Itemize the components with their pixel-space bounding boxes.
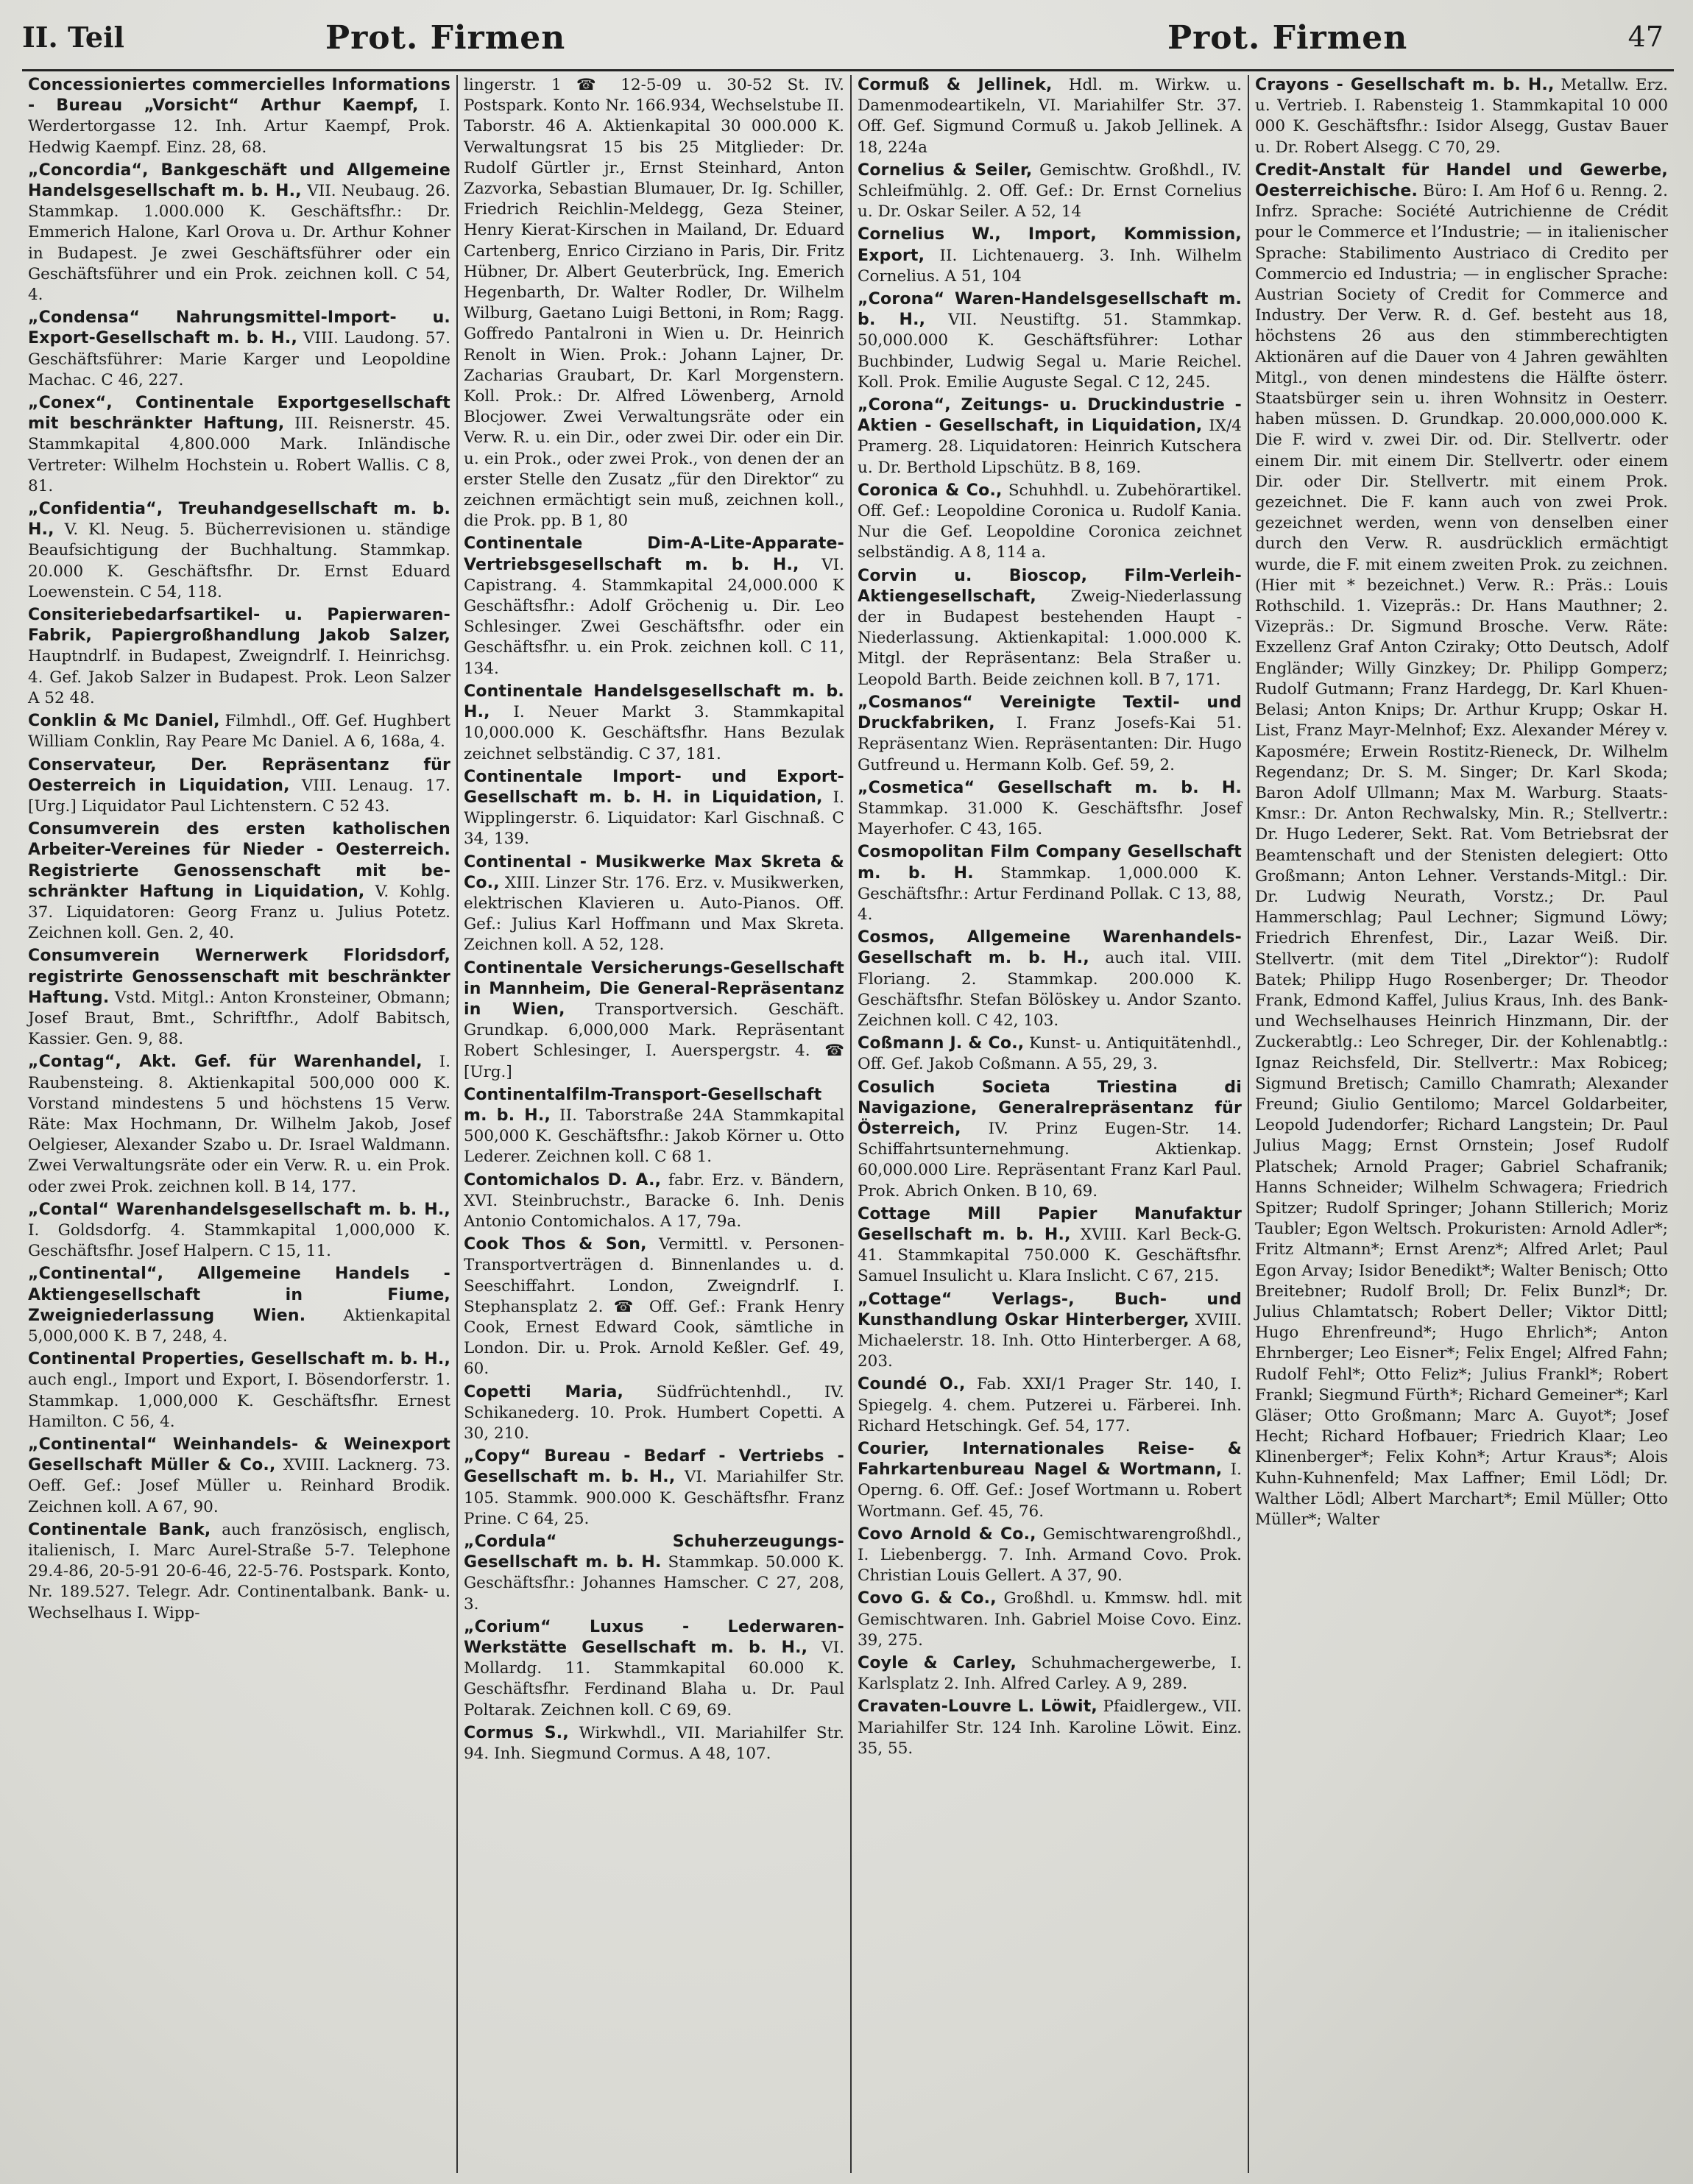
company-name: Cormus S.,	[464, 1723, 569, 1742]
entry-details: V. Kl. Neug. 5. Bücherrevisionen u. ständige Beaufsichtigung der Buchhaltung. Stammkap. 20.000 K. Geschäftsfhr. Dr. Ernst Eduard Loewenstein. C 54, 118.	[28, 520, 450, 601]
directory-entry	[858, 1653, 1242, 1694]
directory-entry	[858, 160, 1242, 223]
company-name: „Concordia“, Bankgeschäft und Allgemeine Handelsgesellschaft m. b. H.,	[28, 160, 450, 201]
company-name: Contomichalos D. A.,	[464, 1170, 662, 1190]
directory-entry	[858, 1524, 1242, 1587]
company-name: „Cosmanos“ Vereinigte Textil- und Druckfabriken,	[858, 693, 1242, 733]
entry-details: III. Reisnerstr. 45. Stammkapital 4,800.000 Mark. Inländische Vertreter: Wilhelm Hochstein u. Robert Wallis. C 8, 81.	[28, 414, 450, 495]
company-name: Courier, Internationales Reise- & Fahrkartenbureau Nagel & Wortmann,	[858, 1440, 1242, 1480]
entry-details: I. Wipplingerstr. 6. Liquidator: Karl Gischnaß. C 34, 139.	[464, 788, 844, 849]
company-name: Conklin & Mc Daniel,	[28, 712, 220, 731]
directory-entry	[28, 711, 450, 752]
directory-entry	[858, 927, 1242, 1031]
directory-entry	[858, 1697, 1242, 1759]
company-name: „Cosmetica“ Gesellschaft m. b. H.	[858, 778, 1242, 797]
entry-details: VI. Capistrang. 4. Stammkapital 24,000.000 K Geschäftsfhr.: Adolf Gröchenig u. Dir. Leo Schlesinger. Zwei Geschäftsfhr. oder ein Geschäftsfhr. u. ein Prok. zeichnen koll. C 11, 134.	[464, 555, 844, 678]
company-name: „Conex“, Continentale Exportgesellschaft mit beschränkter Haftung,	[28, 394, 450, 434]
entry-details: XVIII. Lacknerg. 73. Oeff. Gef.: Josef Müller u. Reinhard Brodik. Zeichnen koll. A 67, 90.	[28, 1456, 450, 1516]
company-name: Consiteriebedarfsartikel- u. Papierwaren-Fabrik, Papiergroßhandlung Jakob Salzer,	[28, 606, 450, 646]
directory-entry	[858, 1078, 1242, 1202]
directory-entry	[858, 289, 1242, 393]
company-name: „Cordula“ Schuherzeugungs-Gesellschaft m. b. H.	[464, 1533, 844, 1572]
directory-entry	[28, 819, 450, 944]
directory-entry	[464, 1234, 844, 1379]
company-name: Continentalfilm-Transport-Gesellschaft m. b. H.,	[464, 1085, 822, 1125]
directory-entry	[464, 1446, 844, 1530]
entry-details: Stammkap. 1,000.000 K. Geschäftsfhr.: Artur Ferdinand Pollak. C 13, 88, 4.	[858, 863, 1242, 924]
entry-details: I. Raubensteing. 8. Aktienkapital 500,000 000 K. Vorstand mindestens 5 und höchstens 15 Verw. Räte: Max Hochmann, Dr. Wilhelm Jakob, Josef Oelgieser, Alexander Szabo u. Dr. Israel Waldmann. Zwei Verwaltungsräte oder ein Verw. R. u. ein Prok. oder zwei Prok. zeichnen koll. B 14, 177.	[28, 1053, 450, 1196]
directory-entry	[858, 1290, 1242, 1373]
directory-entry	[464, 958, 844, 1083]
directory-entry	[464, 1723, 844, 1764]
entry-details: II. Lichtenauerg. 3. Inh. Wilhelm Cornelius. A 51, 104	[858, 246, 1242, 286]
part-label: II. Teil	[22, 21, 124, 54]
directory-entry	[464, 1617, 844, 1721]
company-name: Coundé O.,	[858, 1375, 966, 1394]
company-name: Coronica & Co.,	[858, 481, 1003, 500]
running-title-right: Prot. Firmen	[1167, 19, 1408, 57]
company-name: Credit-Anstalt für Handel und Gewerbe, Oesterreichische.	[1255, 160, 1668, 201]
entry-details: Gemischtw. Großhdl., IV. Schleifmühlg. 2. Off. Gef.: Dr. Ernst Cornelius u. Dr. Oskar Seiler. A 52, 14	[858, 160, 1243, 222]
entry-details: fabr. Erz. v. Bändern, XVI. Steinbruchstr., Baracke 6. Inh. Denis Antonio Contomichalos. A 17, 79a.	[464, 1170, 844, 1231]
company-name: „Corona“ Waren-Handelsgesellschaft m. b. H.,	[858, 290, 1242, 330]
entry-details: Schuhmachergewerbe, I. Karlsplatz 2. Inh. Alfred Carley. A 9, 289.	[858, 1654, 1242, 1694]
directory-entry	[464, 1532, 844, 1615]
directory-entry	[858, 481, 1242, 564]
entry-details: VI. Mariahilfer Str. 105. Stammk. 900.000 K. Geschäftsfhr. Franz Prine. C 64, 25.	[464, 1468, 845, 1528]
entry-details: I. Goldsdorfg. 4. Stammkapital 1,000,000 K. Geschäftsfhr. Josef Halpern. C 15, 11.	[28, 1220, 450, 1261]
entry-details: Hauptndrlf. in Budapest, Zweigndrlf. I. Heinrichsg. 4. Gef. Jakob Salzer in Budapest. Prok. Leon Salzer A 52 48.	[28, 647, 450, 707]
company-name: Consumverein Wernerwerk Floridsdorf, registrirte Genossenschaft mit beschränkter Haftung.	[28, 947, 450, 1007]
entry-details: IX/4 Pramerg. 28. Liquidatoren: Heinrich Kutschera u. Dr. Berthold Lipschütz. B 8, 169.	[858, 417, 1242, 477]
company-name: „Contal“ Warenhandelsgesellschaft m. b. H.,	[28, 1200, 450, 1219]
entry-details: Gemischtwarengroßhdl., I. Liebenbergg. 7. Inh. Armand Covo. Prok. Christian Louis Gellert. A 37, 90.	[858, 1524, 1242, 1586]
directory-entry	[28, 1435, 450, 1518]
directory-entry	[28, 1520, 450, 1624]
directory-entry	[28, 393, 450, 497]
entry-details: Metallw. Erz. u. Vertrieb. I. Rabensteig 1. Stammkapital 10 000 000 K. Geschäftsfhr.: Isidor Alsegg, Gustav Bauer u. Dr. Robert Alsegg. C 70, 29.	[1255, 76, 1668, 157]
entry-details: VII. Neubaug. 26. Stammkap. 1.000.000 K. Geschäftsfhr.: Dr. Emmerich Halone, Karl Orova u. Dr. Arthur Kohner in Budapest. Je zwei Geschäftsführer oder ein Geschäftsführer und ein Prok. zeichnen koll. C 54, 4.	[28, 182, 450, 305]
directory-entry	[858, 75, 1242, 158]
company-name: Cook Thos & Son,	[464, 1235, 647, 1254]
company-name: Continentale Bank,	[28, 1520, 211, 1539]
directory-entry	[464, 767, 844, 850]
entry-details: Transportversich. Geschäft. Grundkap. 6,000,000 Mark. Repräsentant Robert Schlesinger, I. Auerspergstr. 4. ☎ [Urg.]	[464, 1000, 844, 1081]
entry-details: I. Werdertorgasse 12. Inh. Artur Kaempf, Prok. Hedwig Kaempf. Einz. 28, 68.	[28, 96, 450, 157]
company-name: „Continental“, Allgemeine Handels - Aktiengesellschaft in Fiume, Zweigniederlassung Wien.	[28, 1265, 450, 1325]
entry-details: II. Taborstraße 24A Stammkapital 500,000 K. Geschäftsfhr.: Jakob Körner u. Otto Lederer. Zeichnen koll. C 68 1.	[464, 1106, 844, 1167]
entry-details: Büro: I. Am Hof 6 u. Renng. 2. Infrz. Sprache: Société Autrichienne de Crédit pour le Commerce et l’Industrie; — in italienischer Sprache: Stabilimento Austriaco di Credito per Commercio ed Industria; — in englischer Sprache: Austrian Society of Credit for Commerce and Industry. Der Verw. R. d. Gef. besteht aus 18, höchstens 26 aus den stimmberechtigten Aktionären auf die Dauer von 4 Jahren gewählten Mitgl., von denen mindestens die Hälfte österr. Staatsbürger sein u. ihren Wohnsitz in Oesterr. haben müssen. D. Grundkap. 20.000,000.000 K. Die F. wird v. zwei Dir. od. Dir. Stellvertr. oder einem Dir. mit einem Dir. Stellvertr. oder einem Dir. oder Dir. Stellvertr. mit einem Prok. gezeichnet. Die F. kann auch von zwei Prok. gezeichnet werden, wenn von denselben einer durch den Verw. R. ausdrücklich ermächtigt wurde, die F. mit einem zweiten Prok. zu zeichnen. (Hier mit * bezeichnet.) Verw. R.: Präs.: Louis Rothschild. 1. Vizepräs.: Dr. Hans Mauthner; 2. Vizepräs.: Dr. Sigmund Brosche. Verw. Räte: Exzellenz Graf Anton Cziraky; Otto Deutsch, Adolf Engländer; Willy Ginzkey; Dr. Philipp Gomperz; Rudolf Gutmann; Franz Hardegg, Dr. Karl Khuen-Belasi; Anton Knips; Dr. Arthur Krupp; Oskar H. List, Franz Mayr-Melnhof; Exz. Alexander Mérey v. Kaposmére; Erwein Rostitz-Rieneck, Dr. Wilhelm Regendanz; Dr. S. M. Singer; Dr. Karl Skoda; Baron Adolf Ullmann; Max M. Warburg. Staats-Kmsr.: Dr. Anton Rechwalsky, Min. R.; Stellvertr.: Dr. Hugo Lederer, Sekt. Rat. Vom Betriebsrat der Beamtenschaft und der Stenisten delegiert: Otto Großmann; Anton Lehner. Verstands-Mitgl.: Dir. Dr. Ludwig Neurath, Vorstz.; Dr. Paul Hammerschlag; Paul Lechner; Sigmund Löwy; Friedrich Ehrenfest, Dir., Lazar Weiß. Dir. Stellvertr. (mit dem Titel „Direktor“): Rudolf Batek; Philipp Hugo Rosenberger; Dr. Theodor Frank, Edmond Kaffel, Julius Kraus, Inh. des Bank- und Wechselhauses Heinrich Hinzmann, Dir. der Zuckerabtlg.: Leo Schreger, Dir. der Kohlenabtlg.: Ignaz Reichsfeld, Dir. Stellvertr.: Max Robiceg; Sigmund Bretisch; Camillo Chamrath; Alexander Freund; Giulio Gentilomo; Marcel Goldarbeiter, Leopold Judendorfer; Richard Langstein; Dr. Paul Julius Magg; Ernst Ornstein; Josef Rudolf Platschek; Arnold Prager; Gabriel Schafranik; Hanns Schneider; Wilhelm Schwagera; Friedrich Spitzer; Rudolf Springer; Johann Stillerich; Moriz Taubler; Egon Weltsch. Prokuristen: Arnold Adler*; Fritz Altmann*; Ernst Arenz*; Alfred Arlet; Paul Egon Arvay; Isidor Benedikt*; Walter Benisch; Otto Breitebner; Rudolf Broll; Dr. Felix Bunzl*; Dr. Julius Chlamtatsch; Robert Deller; Viktor Dittl; Hugo Ehrenfreund*; Hugo Ehrlich*; Anton Ehrnberger; Leo Eisner*; Felix Engel; Alfred Fahn; Rudolf Fehl*; Otto Feliz*; Julius Frankl*; Robert Frankl; Siegmund Fürth*; Richard Gemeiner*; Karl Gläser; Otto Großmann; Marc A. Guyot*; Josef Hecht; Richard Hofbauer; Friedrich Klaar; Leo Klinenberger*; Felix Kohn*; Artur Kraus*; Alois Kuhn-Kuhnenfeld; Max Laffner; Emil Lödl; Dr. Walther Lödl; Albert Marchart*; Emil Müller; Otto Müller*; Walter	[1255, 182, 1668, 1530]
directory-entry	[464, 852, 844, 956]
company-name: Cravaten-Louvre L. Löwit,	[858, 1697, 1098, 1717]
directory-entry	[28, 605, 450, 709]
directory-entry	[1255, 160, 1668, 1530]
directory-entry	[28, 75, 450, 158]
company-name: „Continental“ Weinhandels- & Weinexport Gesellschaft Müller & Co.,	[28, 1435, 450, 1475]
entry-details: Fab. XXI/1 Prager Str. 140, I. Spiegelg. 4. chem. Putzerei u. Färberei. Inh. Richard Hetschingk. Gef. 54, 177.	[858, 1375, 1242, 1435]
entry-details: XVIII. Michaelerstr. 18. Inh. Otto Hinterberger. A 68, 203.	[858, 1310, 1243, 1371]
entry-details: Wirkwhdl., VII. Mariahilfer Str. 94. Inh. Siegmund Cormus. A 48, 107.	[464, 1723, 845, 1764]
directory-entry	[858, 1374, 1242, 1437]
company-name: „Copy“ Bureau - Bedarf - Vertriebs - Gesellschaft m. b. H.,	[464, 1447, 844, 1487]
company-name: Covo Arnold & Co.,	[858, 1524, 1036, 1544]
company-name: Continentale Handelsgesellschaft m. b. H.,	[464, 682, 844, 722]
entry-details: I. Franz Josefs-Kai 51. Repräsentanz Wien. Repräsentanten: Dir. Hugo Gutfreund u. Hermann Kolb. Gef. 59, 2.	[858, 714, 1242, 774]
directory-entry	[858, 778, 1242, 841]
entry-details: auch französisch, englisch, italienisch, I. Marc Aurel-Straße 5-7. Telephone 29.4-86, 20-5-91 20-6-46, 22-5-76. Postspark. Konto, Nr. 189.527. Telegr. Adr. Continentalbank. Bank- u. Wechselhaus I. Wipp-	[28, 1520, 450, 1622]
directory-entry	[28, 755, 450, 818]
company-name: Coyle & Carley,	[858, 1654, 1017, 1673]
company-name: „Cottage“ Verlags-, Buch- und Kunsthandlung Oskar Hinterberger,	[858, 1290, 1242, 1329]
entry-details: lingerstr. 1 ☎ 12-5-09 u. 30-52 St. IV. Postspark. Konto Nr. 166.934, Wechselstube II. Taborstr. 46 A. Aktienkapital 30 000.000 K. Verwaltungsrat 15 bis 25 Mitglieder: Dr. Rudolf Gürtler jr., Ernst Steinhard, Anton Zazvorka, Sebastian Blumauer, Dr. Ig. Schiller, Friedrich Reichlin-Meldegg, Geza Steiner, Henry Kierat-Kirschen in Mailand, Dr. Eduard Cartenberg, Enrico Cirziano in Paris, Dir. Fritz Hübner, Dr. Albert Geuterbrück, Ing. Emerich Hegenbarth, Dr. Walter Rodler, Dr. Wilhelm Wilburg, Gaetano Luigi Bettoni, in Rom; Ragg. Goffredo Pantalroni in Wien u. Dr. Heinrich Renolt in Wien. Prok.: Johann Lajner, Dr. Zacharias Graubart, Dr. Karl Morgenstern. Koll. Prok.: Dr. Alfred Löwenberg, Arnold Blocjower. Zwei Verwaltungsräte oder ein Verw. R. u. ein Dir., oder zwei Dir. oder ein Dir. u. ein Prok., oder zwei Prok., von denen der an erster Stelle den Zusatz „für den Direktor“ zu zeichnen ermächtigt sein muß, zeichnen koll., die Prok. pp. B 1, 80	[464, 76, 844, 531]
directory-entry	[464, 534, 844, 679]
company-name: Crayons - Gesellschaft m. b. H.,	[1255, 76, 1555, 94]
directory-entry	[858, 1439, 1242, 1522]
entry-details: Stammkap. 50.000 K. Geschäftsfhr.: Johannes Hamscher. C 27, 208, 3.	[464, 1553, 844, 1614]
company-name: Cornelius & Seiler,	[858, 160, 1033, 180]
entry-details: Großhdl. u. Kmmsw. hdl. mit Gemischtwaren. Inh. Gabriel Moise Covo. Einz. 39, 275.	[858, 1589, 1242, 1650]
company-name: Cornelius W., Import, Kommission, Export,	[858, 225, 1242, 265]
column-3	[850, 75, 1248, 2173]
entry-details: VII. Neustiftg. 51. Stammkap. 50,000.000 K. Geschäftsführer: Lothar Buchbinder, Ludwig Segal u. Marie Reichel. Koll. Prok. Emilie Auguste Segal. C 12, 245.	[858, 311, 1242, 392]
entry-details: auch engl., Import und Export, I. Bösendorferstr. 1. Stammkap. 1,000,000 K. Geschäftsfhr. Ernest Hamilton. C 56, 4.	[28, 1371, 450, 1431]
company-name: Copetti Maria,	[464, 1382, 624, 1402]
company-name: Continental - Musikwerke Max Skreta & Co.,	[464, 852, 844, 892]
company-name: Cosmopolitan Film Company Gesellschaft m. b. H.	[858, 843, 1242, 883]
page-number: 47	[1627, 21, 1664, 53]
company-name: Continental Properties, Gesellschaft m. b. H.,	[28, 1350, 450, 1369]
directory-entry	[464, 1085, 844, 1168]
column-1	[22, 75, 456, 2173]
company-name: Continentale Versicherungs-Gesellschaft in Mannheim, Die General-Repräsentanz in Wien,	[464, 958, 844, 1019]
entry-details: Kunst- u. Antiquitätenhdl., Off. Gef. Jakob Coßmann. A 55, 29, 3.	[858, 1034, 1242, 1074]
directory-entry	[28, 1264, 450, 1347]
directory-entry	[858, 566, 1242, 690]
entry-details: Aktienkapital 5,000,000 K. B 7, 248, 4.	[28, 1306, 450, 1346]
entry-details: Pfaidlergew., VII. Mariahilfer Str. 124 Inh. Karoline Löwit. Einz. 35, 55.	[858, 1697, 1243, 1758]
company-name: Continentale Import- und Export-Gesellschaft m. b. H. in Liquidation,	[464, 767, 844, 807]
entry-details: I. Neuer Markt 3. Stammkapital 10,000.000 K. Geschäftsfhr. Hans Bezulak zeichnet selbständig. C 37, 181.	[464, 703, 844, 763]
directory-entry	[858, 693, 1242, 776]
company-name: „Corium“ Luxus - Lederwaren-Werkstätte Gesellschaft m. b. H.,	[464, 1617, 844, 1658]
entry-details: Vermittl. v. Personen-Transportverträgen d. Binnenlandes u. d. Seeschiffahrt. London, Zweigndrlf. I. Stephansplatz 2. ☎ Off. Gef.: Frank Henry Cook, Ernest Edward Cook, sämtliche in London. Dir. u. Prok. Arnold Keßler. Gef. 49, 60.	[464, 1235, 844, 1379]
entry-details: Stammkap. 31.000 K. Geschäftsfhr. Josef Mayerhofer. C 43, 165.	[858, 799, 1242, 839]
entry-details: Südfrüchtenhdl., IV. Schikanederg. 10. Prok. Humbert Copetti. A 30, 210.	[464, 1382, 844, 1443]
company-name: Covo G. & Co.,	[858, 1589, 997, 1608]
company-name: „Condensa“ Nahrungsmittel-Import- u. Export-Gesellschaft m. b. H.,	[28, 308, 450, 348]
company-name: „Corona“, Zeitungs- u. Druckindustrie - Aktien - Gesellschaft, in Liquidation,	[858, 396, 1242, 436]
entry-details: V. Kohlg. 37. Liquidatoren: Georg Franz u. Julius Potetz. Zeichnen koll. Gen. 2, 40.	[28, 882, 450, 943]
entry-details: VI. Mollardg. 11. Stammkapital 60.000 K. Geschäftsfhr. Ferdinand Blaha u. Dr. Paul Poltarak. Zeichnen koll. C 69, 69.	[464, 1639, 844, 1720]
company-name: Corvin u. Bioscop, Film-Verleih-Aktiengesellschaft,	[858, 566, 1242, 606]
page-header	[22, 16, 1674, 71]
entry-details: auch ital. VIII. Floriang. 2. Stammkap. 200.000 K. Geschäftsfhr. Stefan Bölöskey u. Andor Szanto. Zeichnen koll. C 42, 103.	[858, 949, 1242, 1030]
column-2	[456, 75, 850, 2173]
entry-details: XIII. Linzer Str. 176. Erz. v. Musikwerken, elektrischen Klavieren u. Auto-Pianos. Off. Gef.: Julius Karl Hoffmann und Max Skreta. Zeichnen koll. A 52, 128.	[464, 873, 844, 955]
directory-entry	[858, 1588, 1242, 1651]
directory-entry	[28, 1052, 450, 1197]
company-name: Cottage Mill Papier Manufaktur Gesellschaft m. b. H.,	[858, 1204, 1242, 1244]
directory-entry	[858, 1204, 1242, 1287]
directory-entry	[28, 1200, 450, 1262]
company-name: Cormuß & Jellinek,	[858, 76, 1053, 94]
entry-details: VIII. Lenaug. 17. [Urg.] Liquidator Paul Lichtenstern. C 52 43.	[28, 776, 450, 816]
company-name: Conservateur, Der. Repräsentanz für Oesterreich in Liquidation,	[28, 755, 450, 795]
directory-entry	[858, 1033, 1242, 1075]
entry-details: Vstd. Mitgl.: Anton Kronsteiner, Obmann; Josef Braut, Bmt., Schriftfhr., Adolf Babitsch, Kassier. Gen. 9, 88.	[28, 988, 450, 1049]
entry-details: Hdl. m. Wirkw. u. Damenmodeartikeln, VI. Mariahilfer Str. 37. Off. Gef. Sigmund Cormuß u. Jakob Jellinek. A 18, 224a	[858, 76, 1242, 157]
company-name: „Contag“, Akt. Gef. für Warenhandel,	[28, 1053, 423, 1072]
company-name: Consumverein des ersten katholischen Arbeiter-Vereines für Nieder - Oesterreich. Registrierte Genossenschaft mit beschränkter Haftung in Liquidation,	[28, 820, 450, 901]
directory-columns	[22, 75, 1674, 2173]
company-name: Cosmos, Allgemeine Warenhandels-Gesellschaft m. b. H.,	[858, 928, 1242, 968]
directory-entry	[464, 1382, 844, 1445]
column-4	[1248, 75, 1674, 2173]
entry-details: I. Operng. 6. Off. Gef.: Josef Wortmann u. Robert Wortmann. Gef. 45, 76.	[858, 1460, 1242, 1521]
entry-details: Zweig-Niederlassung der in Budapest bestehenden Haupt - Niederlassung. Aktienkapital: 1.000.000 K. Mitgl. der Repräsentanz: Bela Straßer u. Leopold Barth. Beide zeichnen koll. B 7, 171.	[858, 587, 1242, 689]
company-name: Cosulich Societa Triestina di Navigazione, Generalrepräsentanz für Österreich,	[858, 1078, 1242, 1138]
directory-entry	[464, 75, 844, 531]
entry-details: IV. Prinz Eugen-Str. 14. Schiffahrtsunternehmung. Aktienkap. 60,000.000 Lire. Repräsentant Franz Karl Paul. Prok. Abrich Onken. B 10, 69.	[858, 1119, 1242, 1201]
directory-entry	[1255, 75, 1668, 158]
company-name: „Confidentia“, Treuhandgesellschaft m. b. H.,	[28, 500, 450, 540]
directory-entry	[858, 395, 1242, 478]
entry-details: Filmhdl., Off. Gef. Hughbert William Conklin, Ray Peare Mc Daniel. A 6, 168a, 4.	[28, 712, 450, 752]
directory-entry	[28, 308, 450, 391]
company-name: Concessioniertes commercielles Informations - Bureau „Vorsicht“ Arthur Kaempf,	[28, 76, 450, 116]
running-title-left: Prot. Firmen	[325, 19, 566, 57]
entry-details: XVIII. Karl Beck-G. 41. Stammkapital 750.000 K. Geschäftsfhr. Samuel Insulicht u. Klara Inslicht. C 67, 215.	[858, 1225, 1243, 1286]
directory-entry	[464, 1170, 844, 1233]
company-name: Coßmann J. & Co.,	[858, 1034, 1025, 1053]
directory-entry	[28, 1349, 450, 1432]
directory-entry	[858, 225, 1242, 287]
entry-details: VIII. Laudong. 57. Geschäftsführer: Marie Karger und Leopoldine Machac. C 46, 227.	[28, 329, 450, 389]
company-name: Continentale Dim-A-Lite-Apparate-Vertriebsgesellschaft m. b. H.,	[464, 534, 844, 574]
directory-entry	[28, 160, 450, 305]
directory-entry	[28, 946, 450, 1050]
directory-entry	[28, 499, 450, 603]
entry-details: Schuhhdl. u. Zubehörartikel. Off. Gef.: Leopoldine Coronica u. Rudolf Kania. Nur die Gef. Leopoldine Coronica zeichnet selbständig. A 8, 114 a.	[858, 481, 1243, 562]
directory-entry	[858, 842, 1242, 925]
directory-entry	[464, 682, 844, 765]
